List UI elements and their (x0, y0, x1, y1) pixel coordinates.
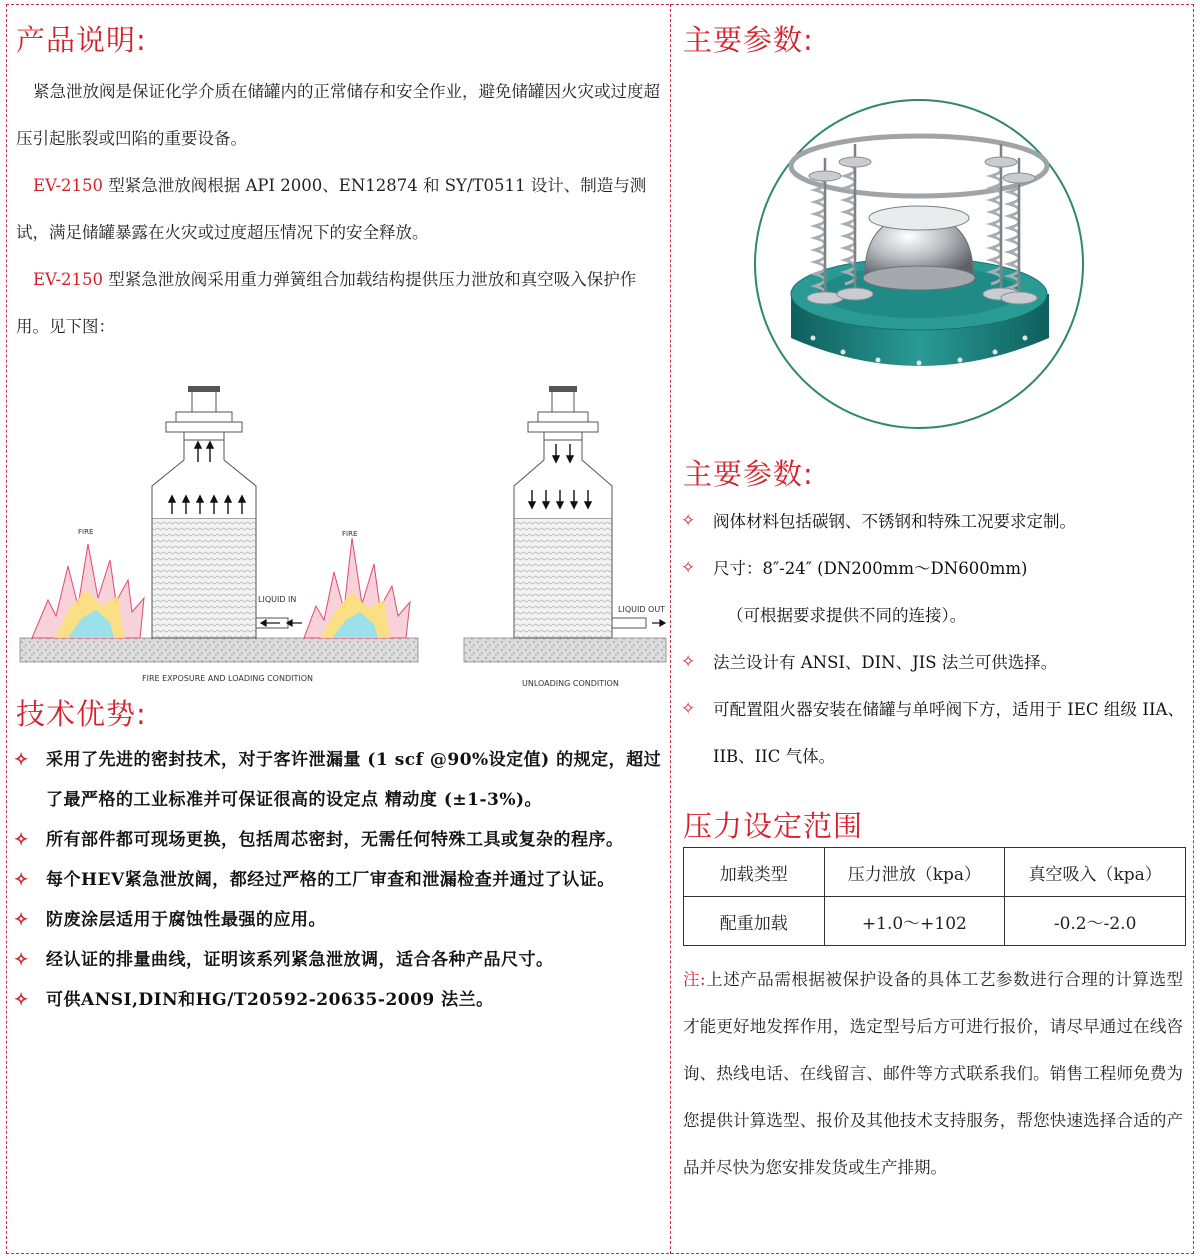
advantages-title: 技术优势: (16, 697, 147, 731)
list-item: ✧ 可配置阻火器安装在储罐与单呼阀下方，适用于 IEC 组级 IIA、IIB、IIC 气体。 (679, 686, 1184, 780)
model-number: EV-2150 (33, 270, 104, 289)
structure-paragraph: EV-2150 型紧急泄放阀采用重力弹簧组合加载结构提供压力泄放和真空吸入保护作用。见下图： (16, 270, 637, 336)
table-header-row (684, 848, 1186, 897)
sparkle-bullet-icon: ✧ (681, 558, 696, 578)
table-cell: +1.0～+102 (824, 897, 1005, 946)
sparkle-bullet-icon: ✧ (14, 870, 29, 890)
table-cell: -0.2～-2.0 (1005, 897, 1186, 946)
table-row (684, 897, 1186, 946)
list-item: ✧ 尺寸：8″-24″ (DN200mm～DN600mm) （可根据要求提供不同的连接）。 (679, 545, 1184, 639)
params-title-top: 主要参数: (683, 23, 814, 57)
sparkle-bullet-icon: ✧ (14, 830, 29, 850)
ground-left (20, 638, 418, 662)
list-item: ✧ 所有部件都可现场更换，包括周芯密封，无需任何特殊工具或复杂的程序。 (12, 820, 662, 860)
fire-label: FIRE (342, 530, 358, 538)
fire-label: FIRE (78, 528, 94, 536)
operation-diagram (12, 376, 668, 692)
tank-loading (152, 386, 302, 638)
sparkle-bullet-icon: ✧ (681, 652, 696, 672)
list-item: ✧ 防废涂层适用于腐蚀性最强的应用。 (12, 900, 662, 940)
list-item: ✧ 法兰设计有 ANSI、DIN、JIS 法兰可供选择。 (679, 639, 1184, 686)
column-divider (670, 4, 671, 1254)
ground-right (464, 638, 666, 662)
table-cell: 配重加载 (684, 897, 825, 946)
list-item: ✧ 经认证的排量曲线，证明该系列紧急泄放调，适合各种产品尺寸。 (12, 940, 662, 980)
note-label: 注: (683, 970, 706, 989)
product-photo (753, 98, 1085, 430)
liquid-in-label: LIQUID IN (258, 595, 297, 604)
table-header-cell: 加载类型 (684, 848, 825, 897)
fire-left (32, 528, 144, 638)
product-title: 产品说明: (16, 23, 147, 57)
sparkle-bullet-icon: ✧ (681, 699, 696, 719)
tank-unloading (514, 386, 665, 638)
size-note: （可根据要求提供不同的连接）。 (727, 606, 967, 625)
table-header-cell: 压力泄放（kpa） (824, 848, 1005, 897)
params-title: 主要参数: (683, 457, 814, 491)
list-item: ✧ 可供ANSI,DIN和HG/T20592-20635-2009 法兰。 (12, 980, 662, 1020)
advantages-list (12, 740, 662, 1020)
list-item: ✧ 每个HEV紧急泄放阔，都经过严格的工厂审查和泄漏检查并通过了认证。 (12, 860, 662, 900)
list-item: ✧ 采用了先进的密封技术，对于客许泄漏量 (1 scf @90%设定值) 的规定，超过了最严格的工业标准并可保证很高的设定点 精动度 (±1-3%)。 (12, 740, 662, 820)
caption-unloading: UNLOADING CONDITION (522, 679, 619, 688)
sparkle-bullet-icon: ✧ (14, 950, 29, 970)
params-list (679, 498, 1184, 780)
fire-center (304, 530, 410, 638)
pressure-title: 压力设定范围 (683, 809, 864, 843)
list-item: ✧ 阀体材料包括碳钢、不锈钢和特殊工况要求定制。 (679, 498, 1184, 545)
sparkle-bullet-icon: ✧ (681, 511, 696, 531)
sparkle-bullet-icon: ✧ (14, 750, 29, 770)
liquid-out-label: LIQUID OUT (618, 605, 666, 614)
caption-fire-exposure: FIRE EXPOSURE AND LOADING CONDITION (142, 674, 313, 683)
sparkle-bullet-icon: ✧ (14, 990, 29, 1010)
table-header-cell: 真空吸入（kpa） (1005, 848, 1186, 897)
sparkle-bullet-icon: ✧ (14, 910, 29, 930)
standards-paragraph: EV-2150 型紧急泄放阀根据 API 2000、EN12874 和 SY/T0511 设计、制造与测试，满足储罐暴露在火灾或过度超压情况下的安全释放。 (16, 176, 647, 242)
intro-paragraph: 紧急泄放阀是保证化学介质在储罐内的正常储存和安全作业，避免储罐因火灾或过度超压引起胀裂或凹陷的重要设备。 (16, 82, 660, 148)
pressure-table (683, 847, 1186, 946)
model-number: EV-2150 (33, 176, 104, 195)
note-paragraph: 注:上述产品需根据被保护设备的具体工艺参数进行合理的计算选型才能更好地发挥作用，选定型号后方可进行报价，请尽早通过在线咨询、热线电话、在线留言、邮件等方式联系我们。销售工程师免费为您提供计算选型、报价及其他技术支持服务，帮您快速选择合适的产品并尽快为您安排发货或生产排期。 (683, 970, 1183, 1177)
